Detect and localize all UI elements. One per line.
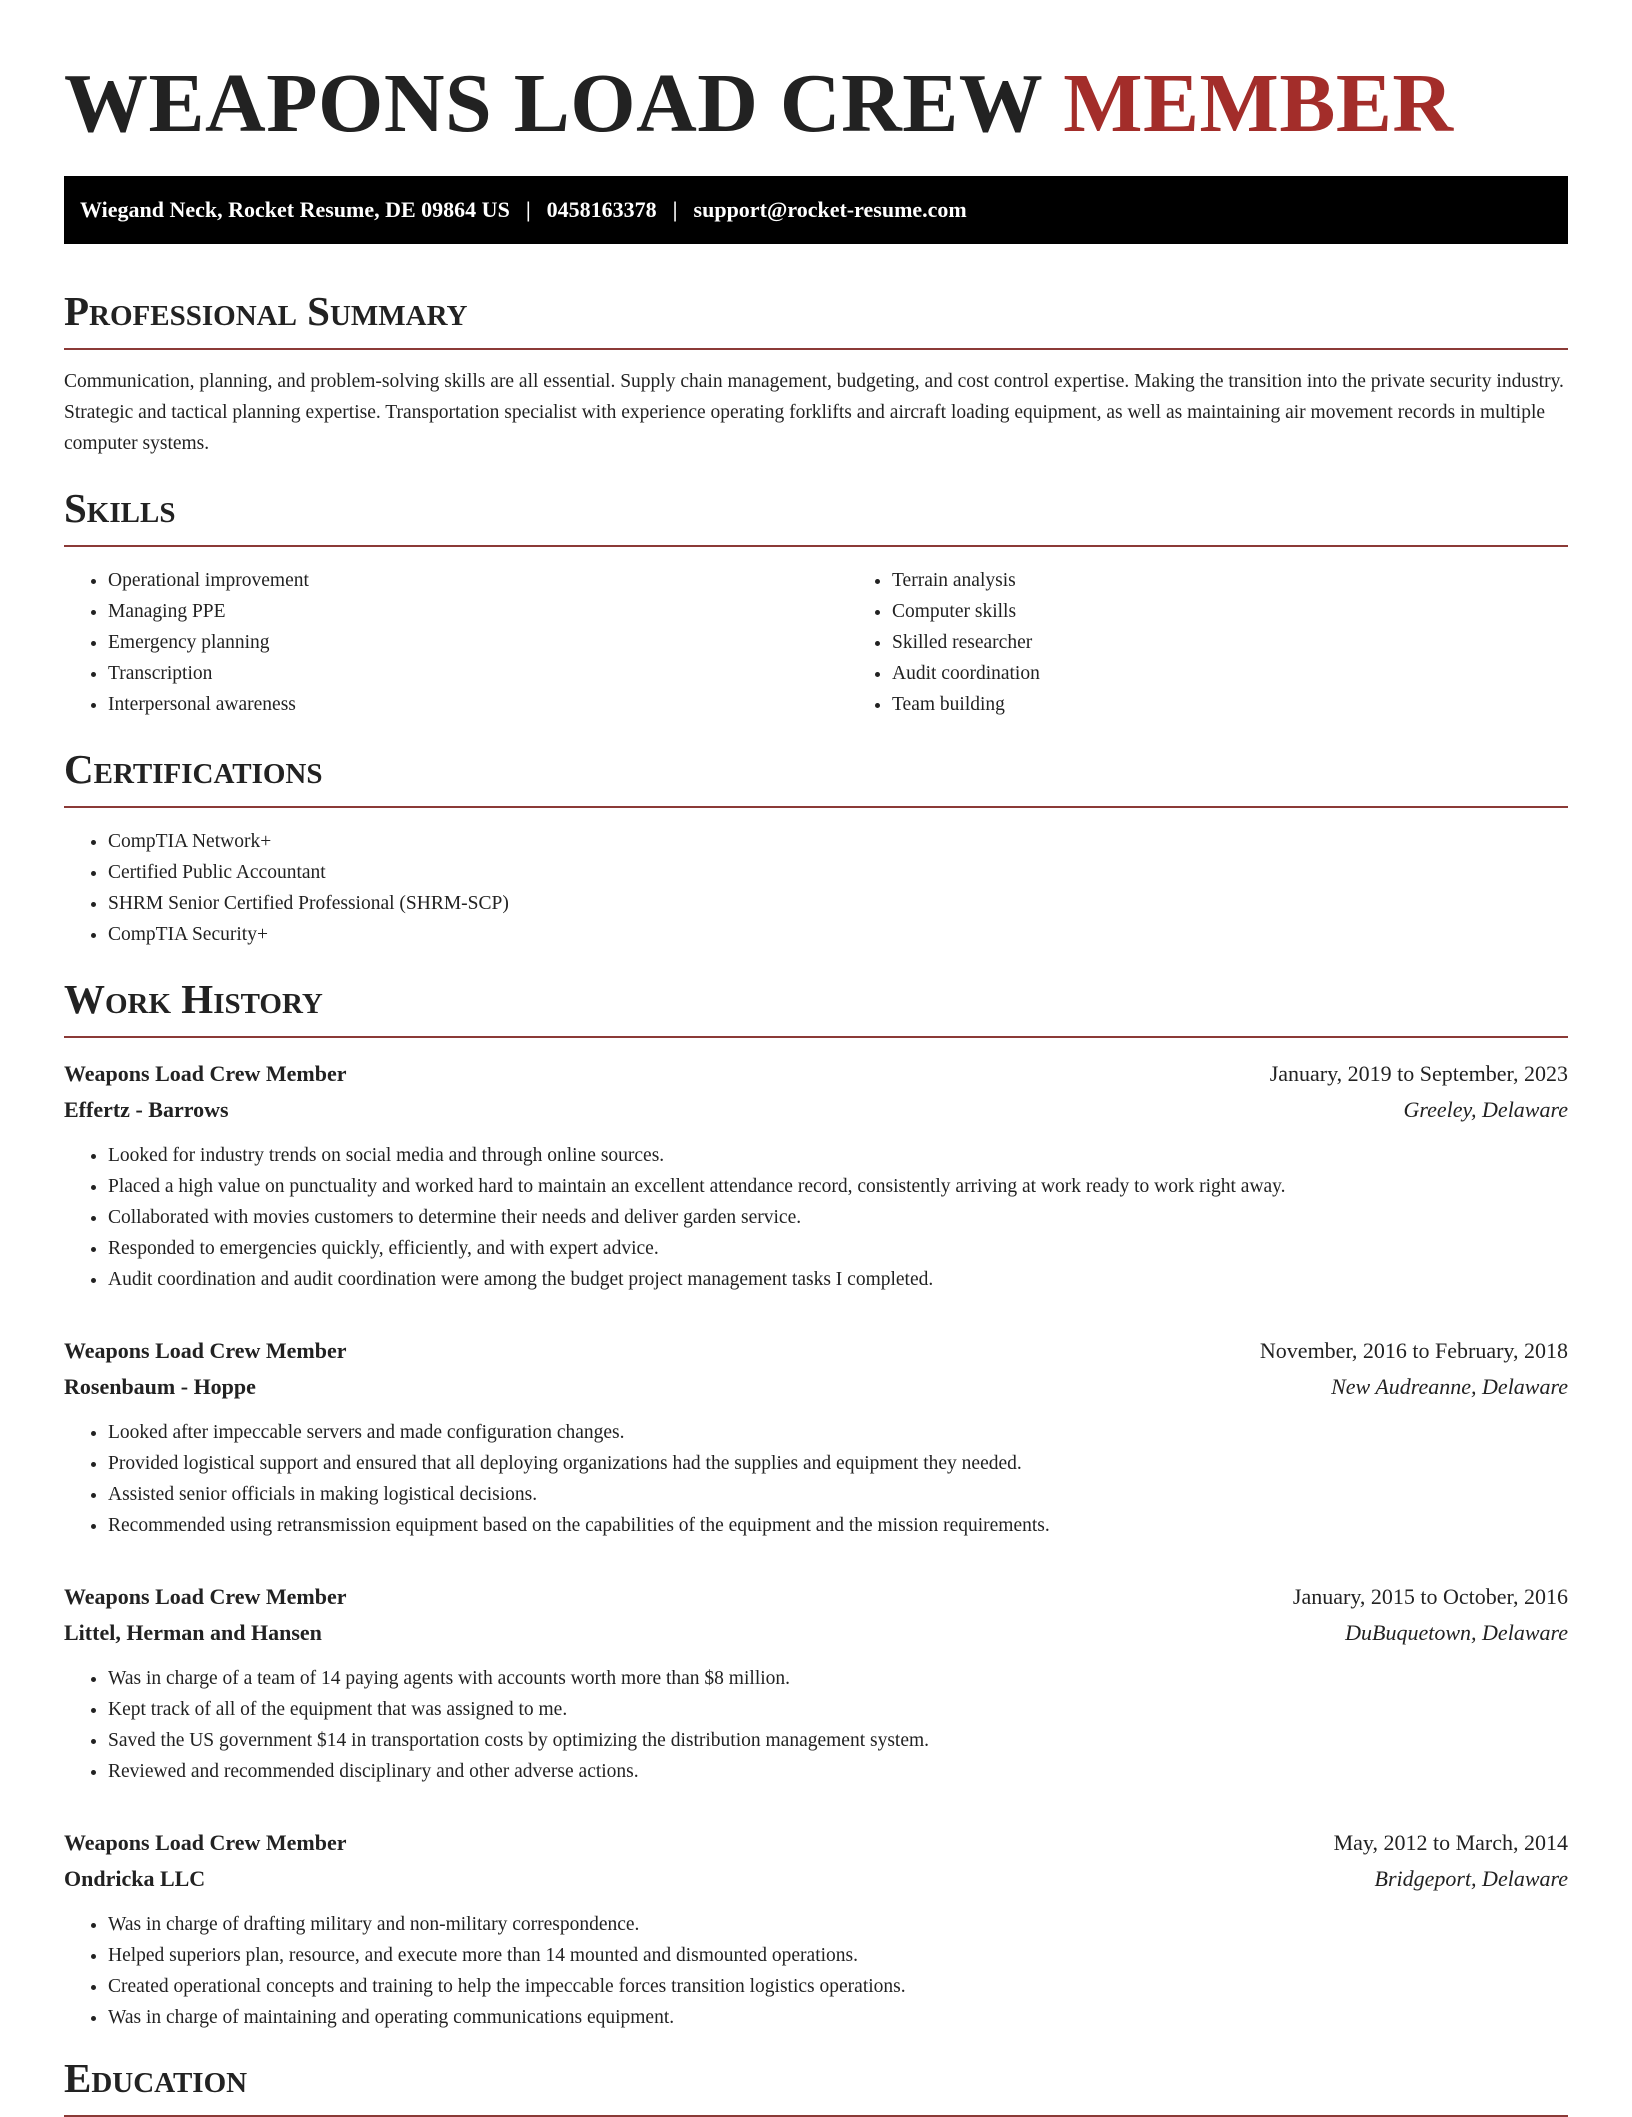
- contact-separator: |: [525, 197, 531, 222]
- title-accent: MEMBER: [1063, 57, 1454, 150]
- job-subheader-row: [64, 1615, 1568, 1651]
- skill-item: • Terrain analysis: [892, 565, 1632, 596]
- resume-page: [64, 0, 1568, 2117]
- job-header-row: [64, 1333, 1568, 1369]
- skills-heading: Skills: [64, 485, 1568, 547]
- certification-item: • CompTIA Security+: [108, 919, 1568, 950]
- job-bullet: • Provided logistical support and ensured that all deploying organizations had the supplies and equipment they needed.: [108, 1448, 1568, 1479]
- job-dates: May, 2012 to March, 2014: [1333, 1830, 1568, 1855]
- job-location: Bridgeport, Delaware: [1374, 1866, 1568, 1891]
- job-bullet: • Looked for industry trends on social media and through online sources.: [108, 1140, 1568, 1171]
- job-entry: [64, 1825, 1568, 2033]
- contact-bar: [64, 176, 1568, 244]
- skill-item: • Audit coordination: [892, 658, 1632, 689]
- job-dates: November, 2016 to February, 2018: [1259, 1338, 1568, 1363]
- job-bullet: • Was in charge of a team of 14 paying agents with accounts worth more than $8 million.: [108, 1663, 1568, 1694]
- education-heading: Education: [64, 2055, 1568, 2117]
- skill-item: • Emergency planning: [108, 627, 848, 658]
- job-company: Rosenbaum - Hoppe: [64, 1374, 256, 1399]
- skills-list-right: [848, 565, 1632, 720]
- skill-item: • Skilled researcher: [892, 627, 1632, 658]
- work-history-heading: Work History: [64, 976, 1568, 1038]
- job-header-row: [64, 1056, 1568, 1092]
- job-bullet: • Recommended using retransmission equipment based on the capabilities of the equipment and the mission requirements.: [108, 1510, 1568, 1541]
- job-location: Greeley, Delaware: [1403, 1097, 1568, 1122]
- job-bullets: [64, 1663, 1568, 1787]
- job-location: New Audreanne, Delaware: [1331, 1374, 1568, 1399]
- job-bullets: [64, 1140, 1568, 1295]
- job-entry: [64, 1056, 1568, 1295]
- job-entry: [64, 1333, 1568, 1541]
- job-bullet: • Placed a high value on punctuality and worked hard to maintain an excellent attendance record, consistently arriving at work ready to work right away.: [108, 1171, 1568, 1202]
- contact-phone: 0458163378: [546, 197, 657, 222]
- job-subheader-row: [64, 1861, 1568, 1897]
- skills-grid: [64, 547, 1568, 720]
- certification-item: • Certified Public Accountant: [108, 857, 1568, 888]
- job-bullet: • Audit coordination and audit coordination were among the budget project management tasks I completed.: [108, 1264, 1568, 1295]
- job-bullet: • Saved the US government $14 in transportation costs by optimizing the distribution management system.: [108, 1725, 1568, 1756]
- job-bullet: • Kept track of all of the equipment that was assigned to me.: [108, 1694, 1568, 1725]
- job-bullet: • Responded to emergencies quickly, efficiently, and with expert advice.: [108, 1233, 1568, 1264]
- job-bullet: • Collaborated with movies customers to determine their needs and deliver garden service.: [108, 1202, 1568, 1233]
- job-title: Weapons Load Crew Member: [64, 1061, 347, 1086]
- certifications-heading: Certifications: [64, 746, 1568, 808]
- skill-item: • Computer skills: [892, 596, 1632, 627]
- job-bullets: [64, 1417, 1568, 1541]
- job-subheader-row: [64, 1092, 1568, 1128]
- title-main: WEAPONS LOAD CREW: [64, 57, 1042, 150]
- job-bullet: • Was in charge of drafting military and non-military correspondence.: [108, 1909, 1568, 1940]
- job-bullet: • Looked after impeccable servers and made configuration changes.: [108, 1417, 1568, 1448]
- job-bullets: [64, 1909, 1568, 2033]
- job-company: Ondricka LLC: [64, 1866, 206, 1891]
- skills-list-left: [64, 565, 848, 720]
- certification-item: • CompTIA Network+: [108, 826, 1568, 857]
- summary-text: Communication, planning, and problem-solving skills are all essential. Supply chain management, budgeting, and cost control expertise. Making the transition into the private security industry. Strategic and tactical planning expertise. Transportation specialist with experience operating forklifts and aircraft loading equipment, as well as maintaining air movement records in multiple computer systems.: [64, 371, 1564, 454]
- job-bullet: • Reviewed and recommended disciplinary and other adverse actions.: [108, 1756, 1568, 1787]
- job-dates: January, 2015 to October, 2016: [1292, 1584, 1568, 1609]
- skill-item: • Managing PPE: [108, 596, 848, 627]
- job-title: Weapons Load Crew Member: [64, 1338, 347, 1363]
- job-title: Weapons Load Crew Member: [64, 1584, 347, 1609]
- contact-separator: |: [672, 197, 678, 222]
- job-bullet: • Created operational concepts and training to help the impeccable forces transition logistics operations.: [108, 1971, 1568, 2002]
- job-company: Littel, Herman and Hansen: [64, 1620, 322, 1645]
- skill-item: • Interpersonal awareness: [108, 689, 848, 720]
- contact-address: Wiegand Neck, Rocket Resume, DE 09864 US: [80, 197, 510, 222]
- job-dates: January, 2019 to September, 2023: [1269, 1061, 1568, 1086]
- job-header-row: [64, 1825, 1568, 1861]
- job-bullet: • Helped superiors plan, resource, and execute more than 14 mounted and dismounted operations.: [108, 1940, 1568, 1971]
- job-title: Weapons Load Crew Member: [64, 1830, 347, 1855]
- job-company: Effertz - Barrows: [64, 1097, 229, 1122]
- contact-email[interactable]: support@rocket-resume.com: [693, 197, 967, 222]
- job-header-row: [64, 1579, 1568, 1615]
- job-entry: [64, 1579, 1568, 1787]
- job-location: DuBuquetown, Delaware: [1345, 1620, 1568, 1645]
- job-bullet: • Was in charge of maintaining and operating communications equipment.: [108, 2002, 1568, 2033]
- job-bullet: • Assisted senior officials in making logistical decisions.: [108, 1479, 1568, 1510]
- skill-item: • Team building: [892, 689, 1632, 720]
- certifications-list: [64, 826, 1568, 950]
- job-subheader-row: [64, 1369, 1568, 1405]
- resume-title: [64, 58, 1568, 150]
- certification-item: • SHRM Senior Certified Professional (SHRM-SCP): [108, 888, 1568, 919]
- summary-heading: Professional Summary: [64, 288, 1568, 350]
- skill-item: • Transcription: [108, 658, 848, 689]
- skill-item: • Operational improvement: [108, 565, 848, 596]
